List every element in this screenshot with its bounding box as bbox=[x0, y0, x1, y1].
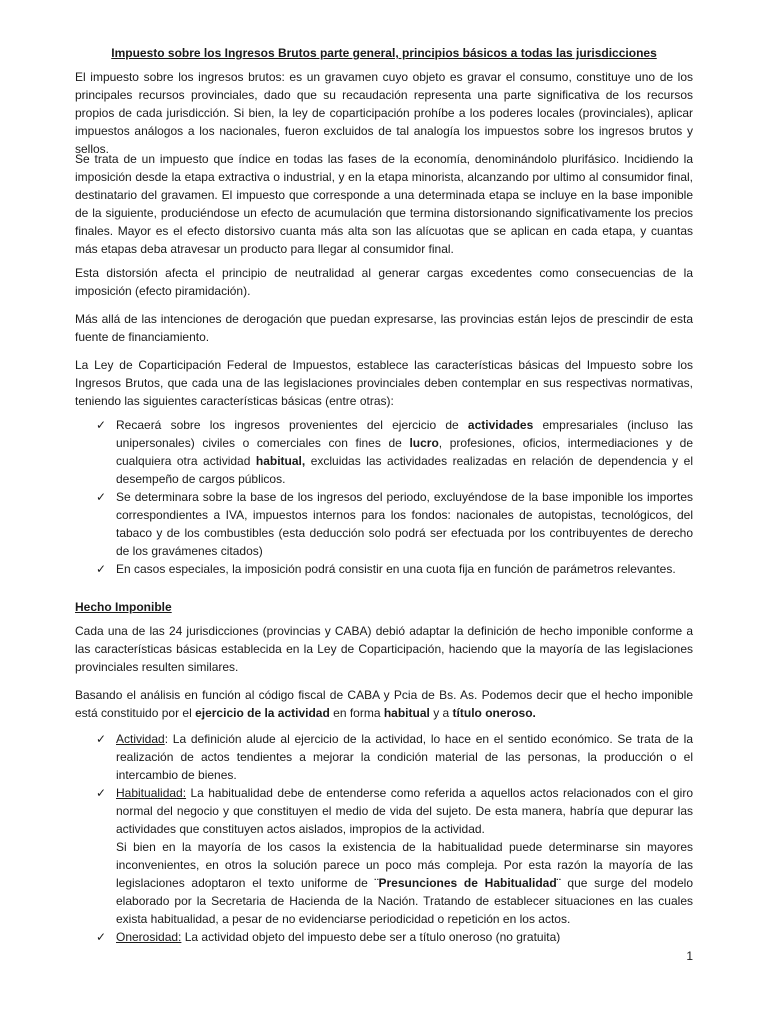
list-item: ✓ Se determinara sobre la base de los ingresos del periodo, excluyéndose de la base imponible los importes correspondientes a IVA, impuestos internos para los fondos: nacionales de autopistas, tecnológicos, del tabaco y de los combustibles (esta deducción solo podrá ser efectuada por los contribuyentes de derecho de los gravámenes citados) bbox=[96, 490, 693, 558]
hecho-imponible-list bbox=[75, 730, 693, 946]
checkmark-icon: ✓ bbox=[96, 418, 107, 432]
document-title: Impuesto sobre los Ingresos Brutos parte general, principios básicos a todas las jurisdicciones bbox=[111, 46, 657, 60]
paragraph-intro: El impuesto sobre los ingresos brutos: es un gravamen cuyo objeto es gravar el consumo, constituye uno de los principales recursos provinciales, dado que su recaudación representa una parte significativa de los recursos propios de cada jurisdicción. Si bien, la ley de coparticipación prohíbe a los poderes locales (provinciales), aplicar impuestos análogos a los nacionales, fueron excluidos de tal analogía los impuestos sobre los ingresos brutos y sellos. bbox=[75, 70, 693, 156]
checkmark-icon: ✓ bbox=[96, 562, 107, 576]
habitualidad-continuation: Si bien en la mayoría de los casos la existencia de la habitualidad puede determinarse sin mayores inconvenientes, en otros la solución parece un poco más compleja. Por esta razón la mayoría de las legislaciones adoptaron el texto uniforme de ¨Presunciones de Habitualidad¨ que surge del modelo elaborado por la Secretaria de Hacienda de la Nación. Tratando de establecer situaciones en las cuales exista habitualidad, a pesar de no evidenciarse periodicidad o repetición en los actos. bbox=[116, 840, 693, 926]
list-item: ✓ Recaerá sobre los ingresos provenientes del ejercicio de actividades empresariales (incluso las unipersonales) civiles o comerciales con fines de lucro, profesiones, oficios, intermediaciones y de cualquiera otra actividad habitual, excluidas las actividades realizadas en relación de dependencia y el desempeño de cargos públicos. bbox=[96, 418, 693, 486]
checkmark-icon: ✓ bbox=[96, 786, 107, 800]
paragraph-jurisdicciones: Cada una de las 24 jurisdicciones (provincias y CABA) debió adaptar la definición de hecho imponible conforme a las características básicas establecida en la Ley de Coparticipación, haciendo que la mayoría de las legislaciones provinciales resulten similares. bbox=[75, 624, 693, 674]
paragraph-distorsion: Esta distorsión afecta el principio de neutralidad al generar cargas excedentes como consecuencias de la imposición (efecto piramidación). bbox=[75, 266, 693, 298]
checkmark-icon: ✓ bbox=[96, 930, 107, 944]
paragraph-analisis: Basando el análisis en función al código fiscal de CABA y Pcia de Bs. As. Podemos decir que el hecho imponible está constituido por el ejercicio de la actividad en forma habitual y a título oneroso. bbox=[75, 688, 693, 720]
page-number: 1 bbox=[686, 949, 693, 963]
list-item: ✓ Actividad: La definición alude al ejercicio de la actividad, lo hace en el sentido económico. Se trata de la realización de actos tendientes a mejorar la condición material de las personas, la producción o el intercambio de bienes. bbox=[96, 732, 693, 782]
list-item: ✓ Onerosidad: La actividad objeto del impuesto debe ser a título oneroso (no gratuita) bbox=[96, 930, 561, 944]
characteristics-list bbox=[75, 416, 693, 578]
paragraph-ley-coparticipacion: La Ley de Coparticipación Federal de Impuestos, establece las características básicas del Impuesto sobre los Ingresos Brutos, que cada una de las legislaciones provinciales deben contemplar en sus respectivas normativas, teniendo las siguientes características básicas (entre otras): bbox=[75, 358, 693, 408]
list-item: ✓ Habitualidad: La habitualidad debe de entenderse como referida a aquellos actos relacionados con el giro normal del negocio y que constituyen el medio de vida del sujeto. De esta manera, habría que depurar las actividades que constituyen actos aislados, impropios de la actividad. Si bien en la mayoría de los casos la existencia de la habitualidad puede determinarse sin mayores inconvenientes, en otros la solución parece un poco más compleja. Por esta razón la mayoría de las legislaciones adoptaron el texto uniforme de ¨Presunciones de Habitualidad¨ que surge del modelo elaborado por la Secretaria de Hacienda de la Nación. Tratando de establecer situaciones en las cuales exista habitualidad, a pesar de no evidenciarse periodicidad o repetición en los actos. bbox=[96, 786, 693, 926]
paragraph-derogacion: Más allá de las intenciones de derogación que puedan expresarse, las provincias están lejos de prescindir de esta fuente de financiamiento. bbox=[75, 312, 693, 344]
list-item: ✓ En casos especiales, la imposición podrá consistir en una cuota fija en función de parámetros relevantes. bbox=[96, 562, 676, 576]
section-heading-hecho-imponible: Hecho Imponible bbox=[75, 600, 172, 614]
checkmark-icon: ✓ bbox=[96, 490, 107, 504]
checkmark-icon: ✓ bbox=[96, 732, 107, 746]
paragraph-plurifasico: Se trata de un impuesto que índice en todas las fases de la economía, denominándolo plurifásico. Incidiendo la imposición desde la etapa extractiva o industrial, y en la etapa minorista, alcanzando por ultimo al consumidor final, destinatario del gravamen. El impuesto que corresponde a una determinada etapa se incluye en la base imponible de la siguiente, produciéndose un efecto de acumulación que termina distorsionando significativamente los precios finales. Mayor es el efecto distorsivo cuanta más alta son las alícuotas que se aplican en cada etapa, y cuantas más etapas deba atravesar un producto para llegar al consumidor final. bbox=[75, 152, 693, 256]
